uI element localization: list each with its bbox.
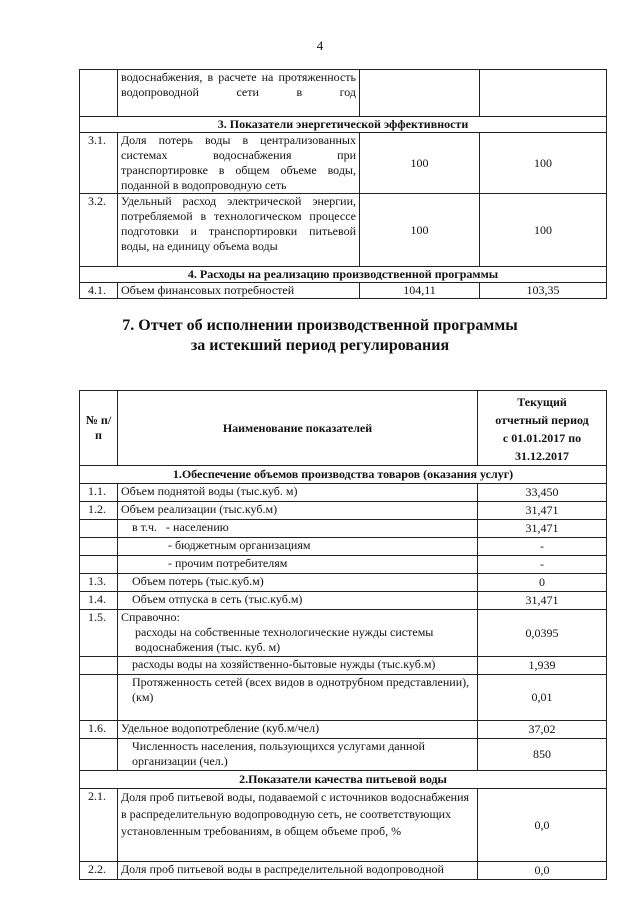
- row-value-fact: 100: [480, 133, 607, 194]
- row-value: 0,0395: [478, 610, 607, 657]
- row-number: 4.1.: [80, 283, 118, 299]
- row-value-plan: 100: [360, 133, 480, 194]
- row-value: 31,471: [478, 592, 607, 610]
- row-name: Объем отпуска в сеть (тыс.куб.м): [118, 592, 478, 610]
- header-number: № п/п: [80, 391, 118, 466]
- row-value: 33,450: [478, 484, 607, 502]
- row-name: Доля проб питьевой воды, подаваемой с источников водоснабжения в распределительную водопроводную сеть, не соответствующих установленным требованиям, в общем объеме проб, %: [118, 789, 478, 862]
- row-name: Доля проб питьевой воды в распределительной водопроводной: [118, 862, 478, 880]
- row-name: расходы воды на хозяйственно-бытовые нужды (тыс.куб.м): [118, 657, 478, 675]
- table-row: [80, 70, 607, 117]
- row-value-plan: 104,11: [360, 283, 480, 299]
- row-name: Протяженность сетей (всех видов в однотрубном представлении), (км): [118, 675, 478, 721]
- row-value: -: [478, 556, 607, 574]
- row-number: 1.3.: [80, 574, 118, 592]
- section-title-3: 3. Показатели энергетической эффективности: [80, 117, 607, 133]
- header-name: Наименование показателей: [118, 391, 478, 466]
- reference-text: расходы на собственные технологические нужды системы водоснабжения (тыс. куб. м): [135, 625, 434, 654]
- row-value-fact: 103,35: [480, 283, 607, 299]
- row-value-fact: 100: [480, 194, 607, 267]
- row-value: -: [478, 538, 607, 556]
- section-row: [80, 466, 607, 484]
- row-value: 0: [478, 574, 607, 592]
- title-line-2: за истекший период регулирования: [190, 337, 450, 354]
- table-row: [80, 194, 607, 267]
- section-title-4: 4. Расходы на реализацию производственной программы: [80, 267, 607, 283]
- table-row: [80, 675, 607, 721]
- row-name: Численность населения, пользующихся услугами данной организации (чел.): [118, 739, 478, 771]
- row-number: 1.1.: [80, 484, 118, 502]
- table-row: [80, 556, 607, 574]
- row-name: Доля потерь воды в централизованных системах водоснабжения при транспортировке в общем объеме воды, поданной в водопроводную сеть: [118, 133, 360, 194]
- row-name: - бюджетным организациям: [118, 538, 478, 556]
- row-value: 37,02: [478, 721, 607, 739]
- row-name: Удельный расход электрической энергии, потребляемой в технологическом процессе подготовки и транспортировки питьевой воды, на единицу объема воды: [118, 194, 360, 267]
- table-row: [80, 657, 607, 675]
- row-name: Объем поднятой воды (тыс.куб. м): [118, 484, 478, 502]
- section-7-title: [0, 316, 640, 356]
- row-number: 3.2.: [80, 194, 118, 267]
- row-number: 1.4.: [80, 592, 118, 610]
- table-row: [80, 789, 607, 862]
- row-name: [118, 610, 478, 657]
- table-row: [80, 520, 607, 538]
- program-report-table: [79, 390, 607, 880]
- row-value: 850: [478, 739, 607, 771]
- row-value: 1,939: [478, 657, 607, 675]
- table-row: [80, 484, 607, 502]
- row-number: 1.2.: [80, 502, 118, 520]
- reference-label: Справочно:: [121, 610, 180, 624]
- section-title-1: 1.Обеспечение объемов производства товаров (оказания услуг): [80, 466, 607, 484]
- row-number: 3.1.: [80, 133, 118, 194]
- row-name: водоснабжения, в расчете на протяженность водопроводной сети в год: [118, 70, 360, 117]
- table-row: [80, 862, 607, 880]
- header-row: [80, 391, 607, 466]
- table-row: [80, 133, 607, 194]
- row-name: - прочим потребителям: [118, 556, 478, 574]
- row-number: 1.5.: [80, 610, 118, 657]
- section-row: [80, 117, 607, 133]
- table-row: [80, 592, 607, 610]
- header-period: Текущий отчетный период с 01.01.2017 по 31.12.2017: [478, 391, 607, 466]
- title-line-1: 7. Отчет об исполнении производственной программы: [122, 317, 518, 334]
- table-row: [80, 610, 607, 657]
- table-row: [80, 721, 607, 739]
- row-name: Объем потерь (тыс.куб.м): [118, 574, 478, 592]
- row-value: 31,471: [478, 502, 607, 520]
- energy-efficiency-table: [79, 69, 607, 299]
- row-value: 31,471: [478, 520, 607, 538]
- row-name: в т.ч. - населению: [118, 520, 478, 538]
- section-row: [80, 771, 607, 789]
- table-row: [80, 502, 607, 520]
- row-value: 0,0: [478, 789, 607, 862]
- row-value-plan: 100: [360, 194, 480, 267]
- section-row: [80, 267, 607, 283]
- section-title-2: 2.Показатели качества питьевой воды: [80, 771, 607, 789]
- table-row: [80, 538, 607, 556]
- row-name: Удельное водопотребление (куб.м/чел): [118, 721, 478, 739]
- row-name: Объем финансовых потребностей: [118, 283, 360, 299]
- table-row: [80, 574, 607, 592]
- row-number: 1.6.: [80, 721, 118, 739]
- row-value: 0,0: [478, 862, 607, 880]
- row-name: Объем реализации (тыс.куб.м): [118, 502, 478, 520]
- table-row: [80, 739, 607, 771]
- row-number: 2.2.: [80, 862, 118, 880]
- row-number: 2.1.: [80, 789, 118, 862]
- row-value: 0,01: [478, 675, 607, 721]
- page-number: 4: [316, 38, 324, 53]
- table-row: [80, 283, 607, 299]
